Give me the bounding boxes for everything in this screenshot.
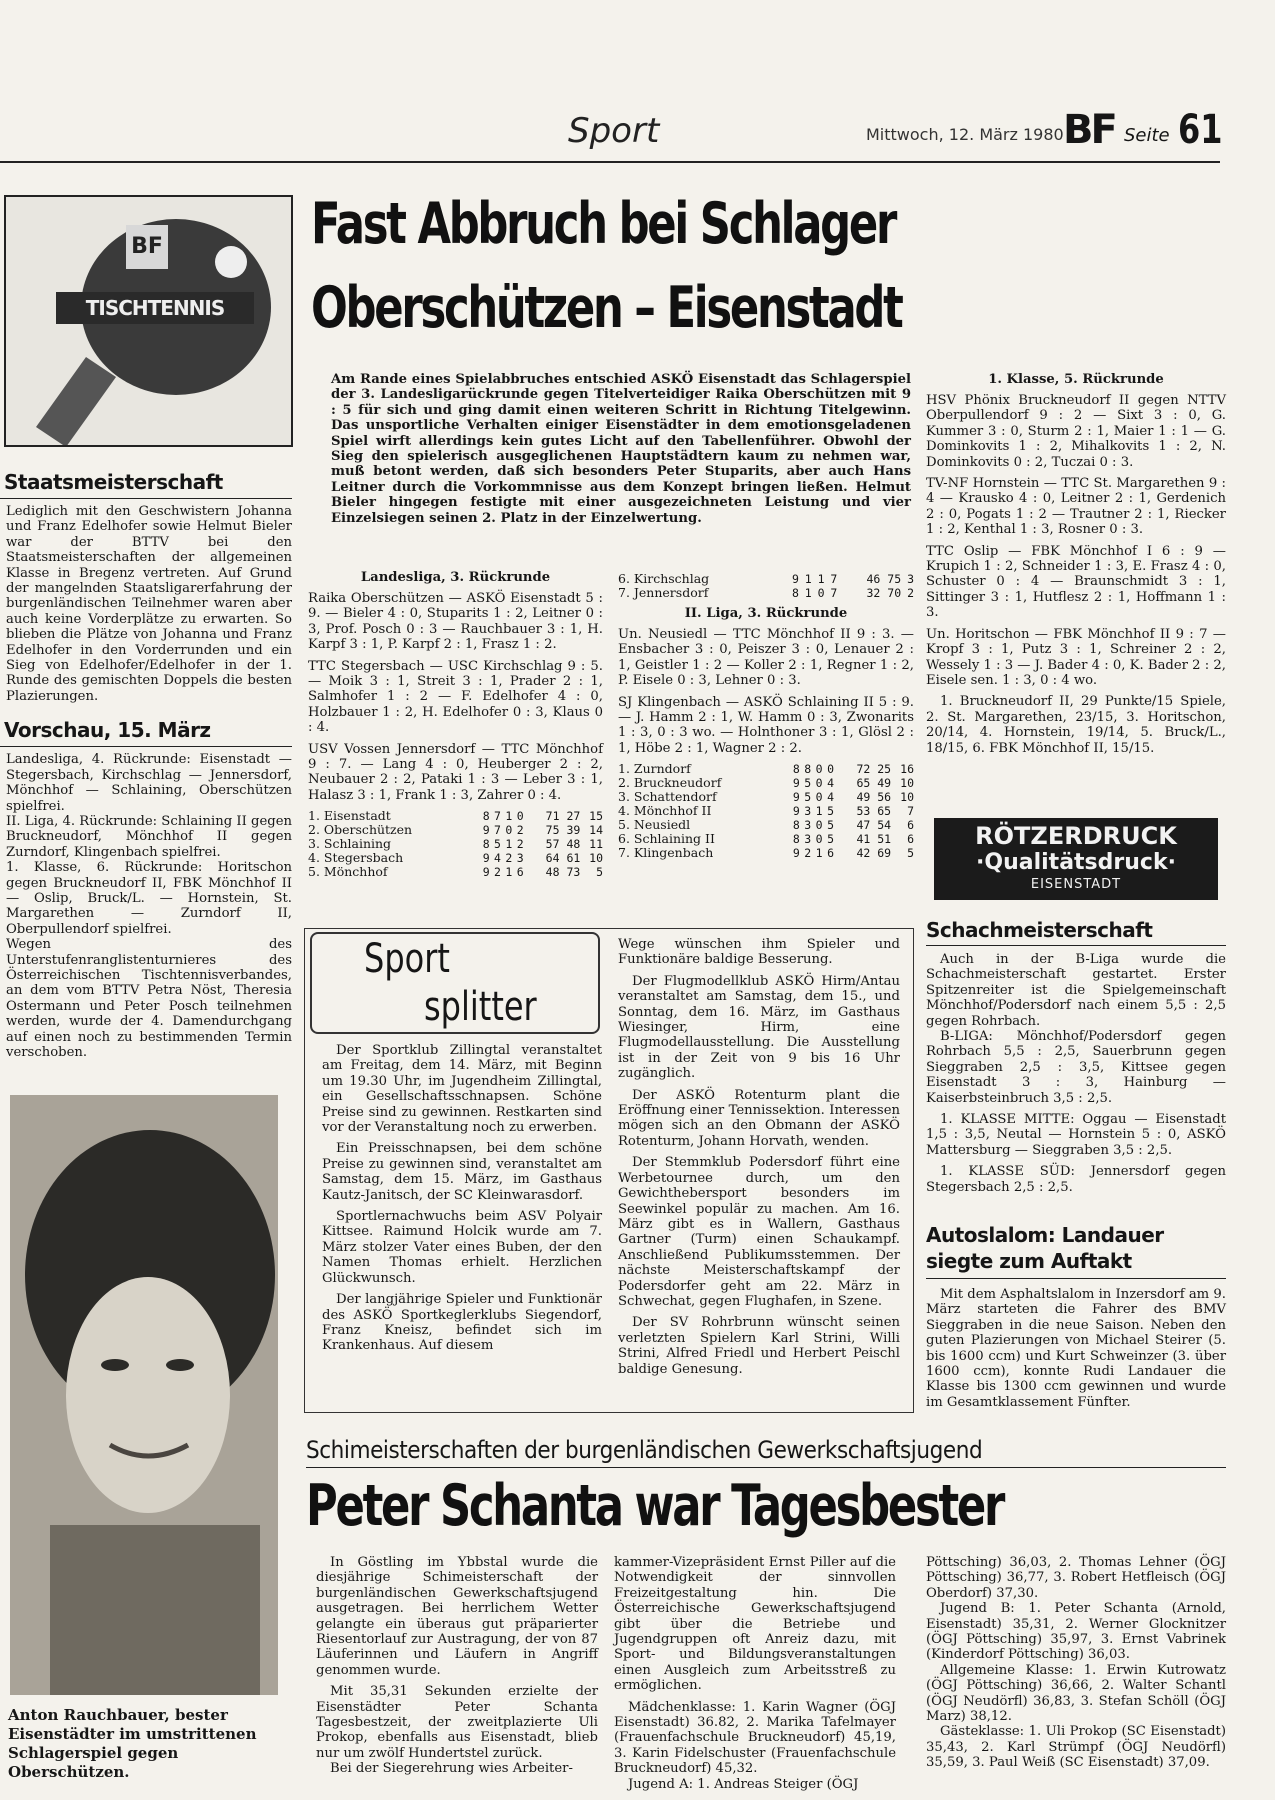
page-header [0,95,1275,175]
schach-text-4: 1. KLASSE SÜD: Jennersdorf gegen Stegersbach 2,5 : 2,5. [926,1164,1226,1195]
landesliga-title: Landesliga, 3. Rückrunde [360,570,551,585]
page-label: Seite [1124,125,1170,146]
results-column-3 [926,372,1226,756]
table-row: 5. Neusiedl 8 3 0 5 47 54 6 [618,817,914,833]
schi-kicker: Schimeisterschaften der burgenländischen Gewerkschaftsjugend [306,1436,983,1464]
vorschau-liga2: II. Liga, 4. Rückrunde: Schlaining II gegen Bruckneudorf, Mönchhof II gegen Zurndorf, Klingenbach spielfrei. [6,813,292,860]
vorschau-klasse1: 1. Klasse, 6. Rückrunde: Horitschon gegen Bruckneudorf II, FBK Mönchhof II — Oslip, Bruck/L. — Hornstein, St. Margarethen — Zurndorf II, Oberpullendorf spielfrei. [6,860,292,937]
table-row: 6. Schlaining II 8 3 0 5 41 51 6 [618,831,914,847]
schi-text-10: Gästeklasse: 1. Uli Prokop (SC Eisenstadt) 35,43, 2. Karl Strümpf (ÖGJ Neudörfl) 35,59, 3. Paul Weiß (SC Eisenstadt) 37,09. [926,1724,1226,1771]
schi-kicker-rule [306,1467,1226,1468]
tt-band: TISCHTENNIS [56,292,254,324]
table-row: 5. Mönchhof 9 2 1 6 48 73 5 [308,864,603,880]
klasse1-result-1: HSV Phönix Bruckneudorf II gegen NTTV Oberpullendorf 9 : 2 — Sixt 3 : 0, G. Kummer 3 : 0, Sturm 2 : 1, Maier 1 : 1 — G. Dominkovits 1 : 2, Mihalkovits 1 : 2, N. Dominkovits 0 : 2, Tuczai 0 : 3. [926,393,1226,470]
schi-text-1: In Göstling im Ybbstal wurde die diesjährige Schimeisterschaft der burgenländischen Gewerkschaftsjugend ausgetragen. Bei herrlichem Wetter gelangte ein überaus gut präparierter Riesentorlauf zur Austragung, der von 87 Läuferinnen und Läufern in Angriff genommen wurde. [316,1555,598,1678]
splitter-column-2 [618,937,900,1377]
splitter-logo-sport: Sport [364,936,450,982]
photo-caption: Anton Rauchbauer, bester Eisenstädter im umstrittenen Schlagerspiel gegen Oberschützen. [8,1706,257,1781]
schach-text-2: B-LIGA: Mönchhof/Podersdorf gegen Rohrbach 5,5 : 2,5, Sauerbrunn gegen Sieggraben 2,5 : 3,5, Kittsee gegen Eisenstadt 3 : 3, Hainburg — Kaiserbsteinbruch 3,5 : 2,5. [926,1029,1226,1106]
splitter-item-7: Der ASKÖ Rotenturm plant die Eröffnung einer Tennissektion. Interessen mögen sich an den Obmann der ASKÖ Rotenturm, Johann Horvath, wenden. [618,1087,900,1149]
table-row: 6. Kirchschlag 9 1 1 7 46 75 3 [618,571,914,586]
ad-line2: ·Qualitätsdruck· [976,850,1176,875]
page-number: 61 [1178,107,1223,153]
schi-text-6: Jugend A: 1. Andreas Steiger (ÖGJ [628,1776,859,1792]
schi-text-8: Jugend B: 1. Peter Schanta (Arnold, Eisenstadt) 35,31, 2. Werner Glocknitzer (ÖGJ Pöttsching) 35,97, 3. Ernst Vabrinek (Kinderdorf Pöttsching) 36,03. [926,1601,1226,1663]
roetzerdruck-ad [934,818,1218,900]
section-title: Sport [568,111,660,151]
schi-text-5: Mädchenklasse: 1. Karin Wagner (ÖGJ Eisenstadt) 36.82, 2. Marika Tafelmayer (Frauenfachschule Bruckneudorf) 45,19, 3. Karin Fidelschuster (Frauenfachschule Bruckneudorf) 45,32. [614,1699,896,1777]
autoslalom-text: Mit dem Asphaltslalom in Inzersdorf am 9. März starteten die Fahrer des BMV Sieggraben in die neue Saison. Neben den guten Plazierungen von Michael Steirer (5. bis 1600 ccm) und Kurt Schweinzer (3. über 1600 ccm), konnte Rudi Landauer die Klasse bis 1300 ccm gewinnen und wurde im Gesamtklassement Fünfter. [926,1287,1226,1410]
schi-column-3 [926,1555,1226,1771]
liga2-result-2: SJ Klingenbach — ASKÖ Schlaining II 5 : 9. — J. Hamm 2 : 1, W. Hamm 0 : 3, Zwonarits 1 : 3, 0 : 3 wo. — Holnthoner 3 : 1, Glösl 2 : 1, Höbe 2 : 1, Wagner 2 : 2. [618,694,914,756]
schi-text-7: Pöttsching) 36,03, 2. Thomas Lehner (ÖGJ Pöttsching) 36,77, 3. Robert Hetfleisch (ÖGJ Oberdorf) 37,30. [926,1555,1226,1601]
liga2-result-1: Un. Neusiedl — TTC Mönchhof II 9 : 3. — Ensbacher 3 : 0, Peiszer 3 : 0, Lenauer 2 : 1, Geistler 1 : 2 — Koller 2 : 1, Regner 1 : 2, P. Eisele 0 : 3, Lehner 0 : 3. [618,627,914,689]
klasse1-result-2: TV-NF Hornstein — TTC St. Margarethen 9 : 4 — Krausko 4 : 0, Leitner 2 : 1, Gerdenich 2 : 0, Pogats 1 : 2 — Trautner 2 : 1, Riecker 1 : 2, Kenthal 1 : 3, Rosner 0 : 3. [926,476,1226,538]
portrait-icon [10,1095,278,1695]
table-row: 7. Klingenbach 9 2 1 6 42 69 5 [618,845,914,861]
schi-headline: Peter Schanta war Tagesbester [306,1473,1004,1539]
splitter-item-8: Der Stemmklub Podersdorf führt eine Werbetournee durch, um den Gewichthebersport besonders im Seewinkel populär zu machen. Am 16. März gibt es in Wallern, Gasthaus Gartner (Turm) einen Schaukampf. Anschließend Publikumsstemmen. Der nächste Meisterschaftskampf der Podersdorfer geht am 22. März in Schwechat, gegen Flughafen, in Szene. [618,1155,900,1309]
schi-text-2: Mit 35,31 Sekunden erzielte der Eisenstädter Peter Schanta Tagesbestzeit, der zweitplazierte Uli Prokop, ebenfalls aus Eisenstadt, blieb nur um zwölf Hundertstel zurück. [316,1684,598,1761]
schi-text-4: kammer-Vizepräsident Ernst Piller auf die Notwendigkeit der sinnvollen Freizeitgestaltung hin. Die Österreichische Gewerkschaftsjugend gibt über die Betriebe und Jugendgruppen oft Anreiz dazu, mit Sport- und Bildungsveranstaltungen einen Ausgleich zum Arbeitsstreß zu ermöglichen. [614,1555,896,1694]
vorschau-heading: Vorschau, 15. März [4,718,211,743]
table-row: 3. Schattendorf 9 5 0 4 49 56 10 [618,789,914,805]
player-photo [10,1095,278,1695]
main-headline-line2: Oberschützen – Eisenstadt [311,275,902,341]
landesliga-result-3: USV Vossen Jennersdorf — TTC Mönchhof 9 : 7. — Lang 4 : 0, Heuberger 2 : 2, Neubauer 2 : 2, Pataki 1 : 3 — Leber 3 : 1, Halasz 3 : 1, Frank 1 : 3, Zahrer 0 : 4. [308,741,603,803]
splitter-item-5: Wege wünschen ihm Spieler und Funktionäre baldige Besserung. [618,937,900,968]
splitter-logo-splitter: splitter [424,984,537,1030]
splitter-item-2: Ein Preisschnapsen, bei dem schöne Preise zu gewinnen sind, veranstaltet am Samstag, dem 15. März, im Gasthaus Kautz-Janitsch, der SC Kleinwarasdorf. [322,1141,602,1203]
schi-text-9: Allgemeine Klasse: 1. Erwin Kutrowatz (ÖGJ Pöttsching) 36,66, 2. Walter Schantl (ÖGJ Neudörfl) 36,83, 3. Stefan Schöll (ÖGJ Marz) 38,12. [926,1662,1226,1725]
klasse1-title: 1. Klasse, 5. Rückrunde [988,372,1164,387]
tt-badge: BF [126,225,168,269]
issue-date: Mittwoch, 12. März 1980 [866,125,1064,144]
klasse1-result-3: TTC Oslip — FBK Mönchhof I 6 : 9 — Krupich 1 : 2, Schneider 1 : 3, E. Frasz 4 : 0, Schuster 0 : 4 — Braunschmidt 3 : 1, Sittinger 3 : 1, Hutflesz 2 : 1, Hoffmann 1 : 3. [926,543,1226,621]
klasse1-standings: 1. Bruckneudorf II, 29 Punkte/15 Spiele, 2. St. Margarethen, 23/15, 3. Horitschon, 20/14, 4. Hornstein, 19/14, 5. Bruck/L., 18/15, 6. FBK Mönchhof II, 15/15. [926,694,1226,756]
header-rule [0,161,1220,163]
schach-heading: Schachmeisterschaft [926,918,1153,942]
table-row: 1. Zurndorf 8 8 0 0 72 25 16 [618,761,914,777]
table-row: 2. Oberschützen 9 7 0 2 75 39 14 [308,822,603,838]
landesliga-result-2: TTC Stegersbach — USC Kirchschlag 9 : 5. — Moik 3 : 1, Streit 3 : 1, Prader 2 : 1, Salmhofer 1 : 2 — F. Edelhofer 4 : 0, Holzbauer 1 : 2, H. Edelhofer 0 : 3, Klaus 0 : 4. [308,658,603,736]
liga2-table [618,762,914,860]
splitter-item-9: Der SV Rohrbrunn wünscht seinen verletzten Spielern Karl Strini, Willi Strini, Alfred Friedl und Herbert Peischl baldige Genesung. [618,1315,900,1377]
results-column-2 [618,572,914,860]
staatsmeisterschaft-text: Lediglich mit den Geschwistern Johanna und Franz Edelhofer sowie Helmut Bieler war der BTTV bei den Staatsmeisterschaften der allgemeinen Klasse in Bregenz vertreten. Auf Grund der mangelnden Staatsligarerfahrung der burgenländischen Teilnehmer waren aber auch keine Vorderplätze zu erwarten. So blieben die Plätze von Johanna und Franz Edelhofer in den Vorderrunden und ein Sieg von Edelhofer/Edelhofer in der 1. Runde des gemischten Doppels die besten Plazierungen. [6,504,292,704]
landesliga-table [308,809,603,879]
schi-text-3: Bei der Siegerehrung wies Arbeiter- [330,1761,573,1777]
autoslalom-heading: Autoslalom: Landauer siegte zum Auftakt [926,1223,1164,1273]
schi-column-1 [316,1555,598,1777]
splitter-item-6: Der Flugmodellklub ASKÖ Hirm/Antau veranstaltet am Samstag, dem 15., und Sonntag, dem 16. März, im Gasthaus Wiesinger, Hirm, eine Flugmodellausstellung. Die Ausstellung ist in der Zeit von 9 bis 16 Uhr zugänglich. [618,973,900,1082]
schach-text-1: Auch in der B-Liga wurde die Schachmeisterschaft gestartet. Erster Spitzenreiter ist die Spielgemeinschaft Mönchhof/Podersdorf nach einem 5,5 : 2,5 gegen Rohrbach. [926,952,1226,1029]
table-row: 2. Bruckneudorf 9 5 0 4 65 49 10 [618,775,914,791]
tischtennis-logo [4,195,293,447]
sport-splitter-logo [310,932,600,1034]
table-row: 4. Mönchhof II 9 3 1 5 53 65 7 [618,803,914,819]
vorschau-damen: Wegen des Unterstufenranglistenturnieres des Österreichischen Tischtennisverbandes, an dem vom BTTV Petra Nöst, Theresia Ostermann und Peter Posch teilnehmen werden, wurde der 4. Damendurchgang auf einen noch zu bestimmenden Termin verschoben. [6,937,292,1060]
splitter-column-1 [322,1043,602,1354]
liga2-title: II. Liga, 3. Rückrunde [684,606,848,621]
schach-article [926,918,1226,1195]
schach-text-3: 1. KLASSE MITTE: Oggau — Eisenstadt 1,5 : 3,5, Neutal — Hornstein 5 : 0, ASKÖ Mattersburg — Sieggraben 3,5 : 2,5. [926,1112,1226,1158]
vorschau-landesliga: Landesliga, 4. Rückrunde: Eisenstadt — Stegersbach, Kirchschlag — Jennersdorf, Mönchhof — Schlaining, Oberschützen spielfrei. [6,752,292,814]
splitter-item-3: Sportlernachwuchs beim ASV Polyair Kittsee. Raimund Holcik wurde am 7. März stolzer Vater eines Buben, der den Namen Thomas erhielt. Herzlichen Glückwunsch. [322,1209,602,1286]
splitter-item-4: Der langjährige Spieler und Funktionär des ASKÖ Sportkeglerklubs Siegendorf, Franz Kneisz, befindet sich im Krankenhaus. Auf diesem [322,1292,602,1354]
ad-line1: RÖTZERDRUCK [975,822,1177,850]
table-row: 4. Stegersbach 9 4 2 3 64 61 10 [308,850,603,866]
lead-paragraph: Am Rande eines Spielabbruches entschied ASKÖ Eisenstadt das Schlagerspiel der 3. Landesligarückrunde gegen Titelverteidiger Raika Oberschützen mit 9 : 5 für sich und ging damit einen weiteren Schritt in Richtung Titelgewinn. Das unsportliche Verhalten einiger Eisenstädter in dem emotionsgeladenen Spiel wirft allerdings kein gutes Licht auf den Tabellenführer. Obwohl der Sieg den spielerisch ausgeglichenen Hauptstädtern kaum zu nehmen war, muß betont werden, daß sich besonders Peter Stuparits, aber auch Hans Leitner durch die Vorkommnisse aus dem Konzept bringen ließen. Helmut Bieler hingegen festigte mit einer ausgezeichneten Leistung und vier Einzelsiegen seinen 2. Platz in der Einzelwertung. [331,372,911,526]
landesliga-table-continued [618,572,914,600]
ad-line3: EISENSTADT [1030,877,1122,892]
results-column-1 [308,570,603,879]
splitter-item-1: Der Sportklub Zillingtal veranstaltet am Freitag, dem 14. März, mit Beginn um 19.30 Uhr, im Jugendheim Zillingtal, ein Gesellschaftsschnapsen. Schöne Preise sind zu gewinnen. Restkarten sind vor der Veranstaltung noch zu erwerben. [322,1043,602,1136]
klasse1-result-4: Un. Horitschon — FBK Mönchhof II 9 : 7 — Kropf 3 : 1, Putz 3 : 1, Schreiner 2 : 2, Wessely 1 : 3 — J. Bader 4 : 0, K. Bader 2 : 2, Eisele sen. 1 : 3, 0 : 4 wo. [926,626,1226,688]
table-row: 3. Schlaining 8 5 1 2 57 48 11 [308,836,603,852]
landesliga-result-1: Raika Oberschützen — ASKÖ Eisenstadt 5 : 9. — Bieler 4 : 0, Stuparits 1 : 2, Leitner 0 : 3, Prof. Posch 0 : 3 — Rauchbauer 3 : 1, H. Karpf 3 : 1, P. Karpf 2 : 1, Frasz 1 : 2. [308,591,603,653]
schi-column-2 [614,1555,896,1792]
table-row: 1. Eisenstadt 8 7 1 0 71 27 15 [308,808,603,824]
staatsmeisterschaft-heading: Staatsmeisterschaft [4,470,223,494]
paper-logo: BF [1063,107,1115,153]
autoslalom-article [926,1222,1226,1410]
main-headline-line1: Fast Abbruch bei Schlager [311,191,896,257]
left-column [0,470,292,1060]
table-row: 7. Jennersdorf 8 1 0 7 32 70 2 [618,585,914,600]
